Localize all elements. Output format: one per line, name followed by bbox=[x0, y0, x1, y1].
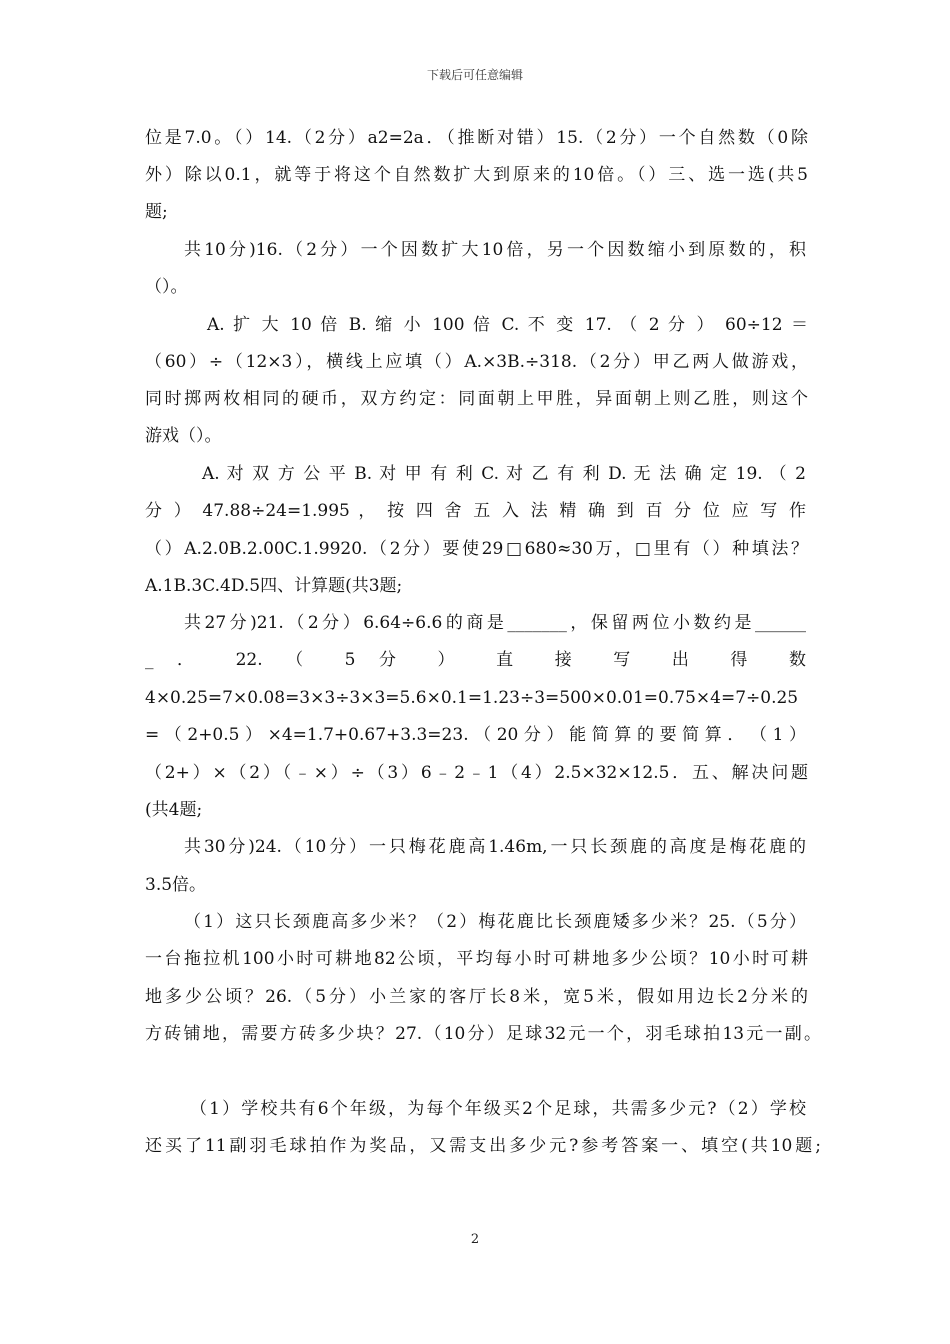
text-line: 位是7.0。（）14.（2分）a2=2a．（推断对错）15.（2分）一个自然数（0除 bbox=[145, 128, 808, 148]
text-line: （1）这只长颈鹿高多少米？（2）梅花鹿比长颈鹿矮多少米？25.（5分） bbox=[184, 912, 806, 932]
text-line: （2+）×（2）（﹣×）÷（3）6﹣2﹣1（4）2.5×32×12.5．五、解决问题 bbox=[145, 763, 808, 783]
text-line: = （ 2+0.5 ） ×4=1.7+0.67+3.3=23. （ 20 分 ） 能 简 算 的 要 简 算 ． （ 1 ） bbox=[145, 725, 806, 745]
page-header: 下载后可任意编辑 bbox=[426, 68, 523, 82]
text-line: 共10分)16.（2分）一个因数扩大10倍，另一个因数缩小到原数的，积 bbox=[184, 240, 806, 260]
text-line: （1）学校共有6个年级，为每个年级买2个足球，共需多少元?（2）学校 bbox=[190, 1099, 806, 1119]
text-line: 共27分)21.（2分）6.64÷6.6的商是_______，保留两位小数约是______ bbox=[184, 613, 806, 633]
text-line: A. 对 双 方 公 平 B. 对 甲 有 利 C. 对 乙 有 利 D. 无 法 确 定 19. （ 2 bbox=[202, 464, 806, 484]
text-line: 还买了11副羽毛球拍作为奖品，又需支出多少元?参考答案一、填空(共10题; bbox=[145, 1136, 821, 1156]
text-line: 题; bbox=[145, 202, 168, 222]
page-number: 2 bbox=[470, 1232, 480, 1247]
text-line: (共4题; bbox=[145, 800, 203, 820]
text-line: 一台拖拉机100小时可耕地82公顷，平均每小时可耕地多少公顷？10小时可耕 bbox=[145, 949, 808, 969]
text-line: _ ． 22. （ 5 分 ） 直 接 写 出 得 数 bbox=[145, 650, 806, 670]
text-line: 3.5倍。 bbox=[145, 875, 207, 895]
text-line: 方砖铺地，需要方砖多少块？27.（10分）足球32元一个，羽毛球拍13元一副。 bbox=[145, 1024, 821, 1044]
text-line: 同时掷两枚相同的硬币，双方约定：同面朝上甲胜，异面朝上则乙胜，则这个 bbox=[145, 389, 808, 409]
text-line: 4×0.25=7×0.08=3×3÷3×3=5.6×0.1=1.23÷3=500×0.01=0.75×4=7÷0.25 bbox=[145, 688, 799, 708]
text-line: （）。 bbox=[145, 277, 188, 297]
text-line: （）A.2.0B.2.00C.1.9920.（2分）要使29□680≈30万，□里有（）种填法？ bbox=[145, 539, 808, 559]
text-line: A.1B.3C.4D.5四、计算题(共3题; bbox=[145, 576, 403, 596]
text-line: 分 ） 47.88÷24=1.995 ， 按 四 舍 五 入 法 精 确 到 百 分 位 应 写 作 bbox=[145, 501, 806, 521]
text-line: 游戏（）。 bbox=[145, 426, 222, 446]
text-line: 地多少公顷？26.（5分）小兰家的客厅长8米，宽5米，假如用边长2分米的 bbox=[145, 987, 808, 1007]
text-line: 外）除以0.1，就等于将这个自然数扩大到原来的10倍。（）三、选一选(共5 bbox=[145, 165, 808, 185]
text-line: A. 扩 大 10 倍 B. 缩 小 100 倍 C. 不 变 17. （ 2 分 ） 60÷12 ＝ bbox=[207, 315, 808, 335]
text-line: 共30分)24.（10分）一只梅花鹿高1.46m,一只长颈鹿的高度是梅花鹿的 bbox=[184, 837, 806, 857]
text-line: （60）÷（12×3），横线上应填（）A.×3B.÷318.（2分）甲乙两人做游戏， bbox=[145, 352, 808, 372]
